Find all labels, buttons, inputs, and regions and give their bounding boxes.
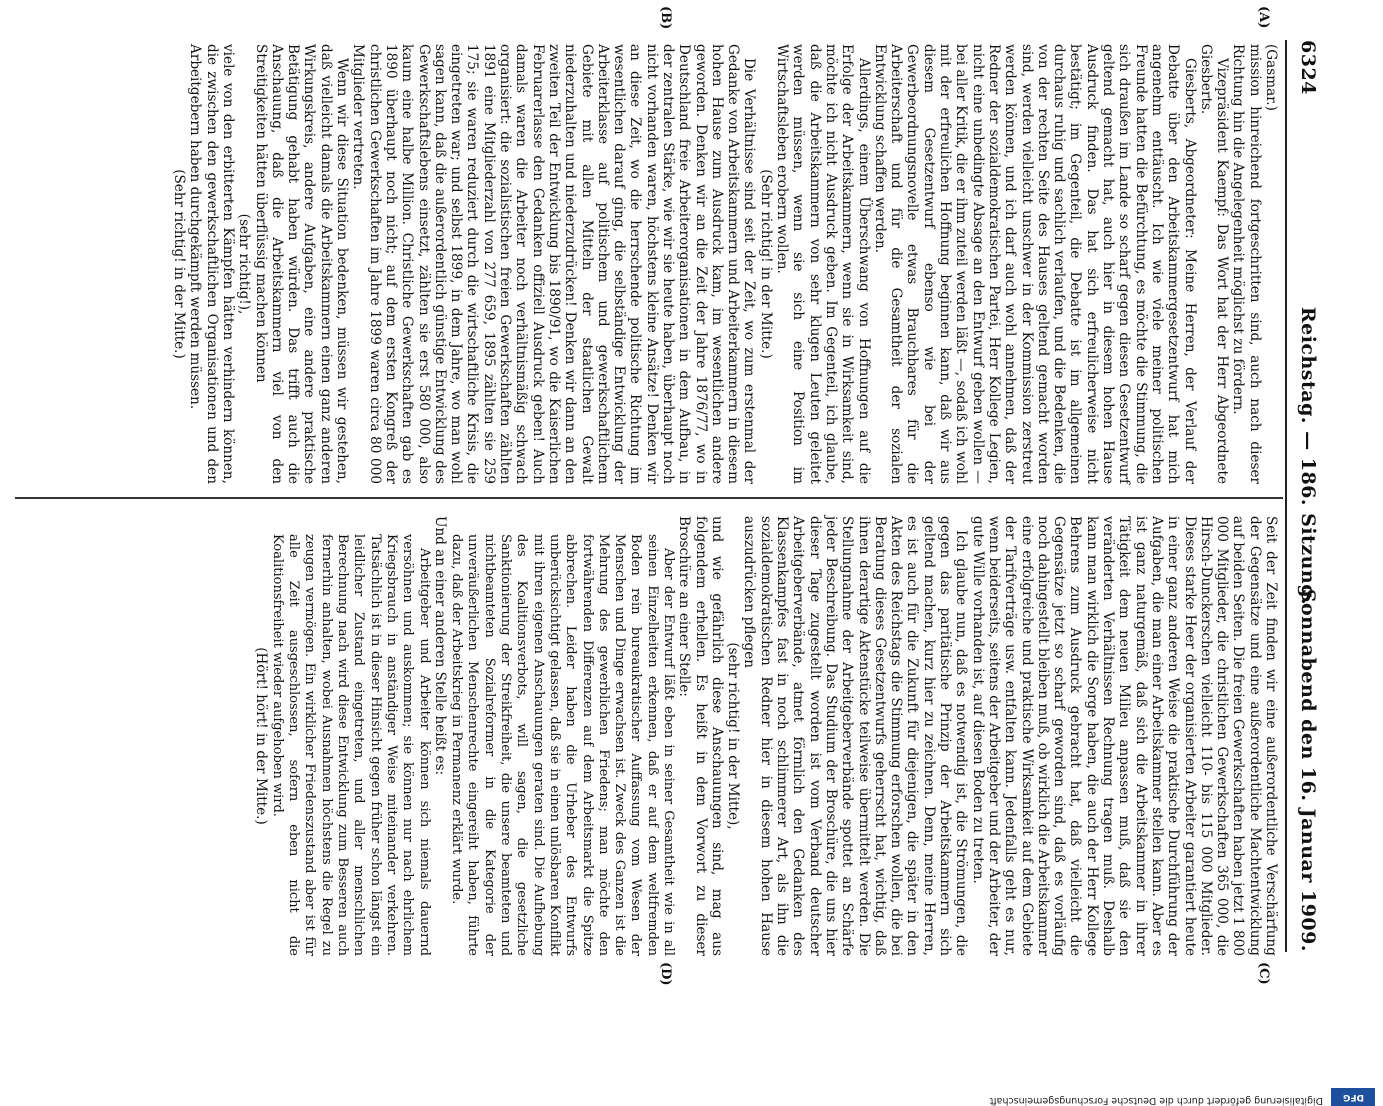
paragraph: (Gasmar.) [1263,44,1279,111]
margin-mark-b: (B) [658,6,673,30]
paragraph: viele von den erbitterten Kämpfen hätten verhindern können, die zwischen den gewerkschaftlichen Organisationen und den Arbeitgebern haben durchgekämpft werden müssen. [187,44,236,484]
digitization-note: Digitalisierung gefördert durch die Deutsche Forschungsgemeinschaft [989,1095,1323,1106]
column-rule [15,497,1283,499]
paragraph: (Sehr richtig! in der Mitte.) [171,169,188,359]
paragraph: Seit der Zeit finden wir eine außerordentliche Verschärfung der Gegensätze und eine außerordentliche Machtentwicklung auf beiden Seiten. Die freien Gewerkschaften haben jetzt 1 800 000 Mitglieder, die christlichen Gewerkschaften 365 000, die Hirsch-Dunckerschen vielleicht 110- bis 115 000 Mitglieder. Dieses starke Heer der organisierten Arbeiter garantiert heute in einer ganz anderen Weise die praktische Durchführung der Aufgaben, die man einer Arbeitskammer stellen kann. Aber es ist ganz naturgemäß, daß sich die Arbeitskammer in ihrer Tätigkeit dem neuen Milieu anpassen muß, daß sie den veränderten Verhältnissen Rechnung tragen muß. Deshalb kann man wirklich die Sorge haben, die auch der Herr Kollege Behrens zum Ausdruck gebracht hat, daß vielleicht die Gegensätze jetzt so scharf geworden sind, daß es vorläufig noch dahingestellt bleiben muß, ob wirklich die Arbeitskammer eine erfolgreiche und praktische Wirksamkeit auf dem Gebiete der Tarifverträge usw. entfalten kann. Jedenfalls geht es nur, wenn beiderseits, seitens der Arbeitgeber und der Arbeiter, der gute Wille vorhanden ist, auf diesen Boden zu treten. [969,516,1279,956]
session-title: Reichstag. — 186. Sitzung. [1297,306,1319,606]
paragraph: und wie gefährlich diese Anschauungen sind, mag aus folgendem erhellen. Es heißt in dem Vorwort zu dieser Broschüre an einer Stelle: [676,516,725,956]
paragraph: Und an einer anderen Stelle heißt es: [431,516,448,776]
left-column [171,44,1279,484]
paragraph: Ich glaube nun, daß es notwendig ist, die Strömungen, die gegen das paritätische Prinzip der Arbeitskammern sich geltend machen, kurz hier zu zeichnen. Denn, meine Herren, es ist auch für die Zukunft für diejenigen, die später in den Akten des Reichstags die Stimmung erforschen wollen, die bei Beratung dieses Gesetzentwurfs geherrscht hat, wichtig, daß ihnen derartige Aktenstücke teilweise übermittelt werden. Die Stellungnahme der Arbeitgeberverbände spottet an Schärfe jeder Beschreibung. Das Studium der Broschüre, die uns hier dieser Tage zugestellt worden ist vom Verband deutscher Arbeitgeberverbände, atmet förmlich den Gedanken des Klassenkampfes fast in noch schlimmerer Art, als ihn die sozialdemokratischen Redner hier in diesem hohen Hause auszudrücken pflegen [741,516,970,956]
paragraph: (sehr richtig!), [236,213,253,315]
paragraph: (Hört! hört! in der Mitte.) [252,647,269,825]
paragraph: Die Verhältnisse sind seit der Zeit, wo zum erstenmal der Gedanke von Arbeitskammern und Arbeiterkammern in diesem hohen Hause zum Ausdruck kam, im wesentlichen andere geworden. Denken wir an die Zeit der Jahre 1876/77, wo in Deutschland freie Arbeiterorganisationen in dem Aufbau, in der zentralen Stärke, wie wir sie heute haben, überhaupt noch nicht vorhanden waren, höchstens kleine Ansätze! Denken wir an diese Zeit, wo die herrschende politische Richtung im wesentlichen darauf ging, die selbständige Entwicklung der Arbeiterklasse auf politischem und gewerkschaftlichem Gebiete mit allen Mitteln der staatlichen Gewalt niederzuhalten und niederzudrücken! Denken wir dann an den zweiten Teil der Entwicklung bis 1890/91, wo die Kaiserlichen Februarerlasse den Gedanken offiziell Ausdruck geben! Auch damals waren die Arbeiter noch verhältnismäßig schwach organisiert: die sozialistischen freien Gewerkschaften zählten 1891 eine Mitgliederzahl von 277 659, 1895 zählten sie 259 175; sie waren reduziert durch die wirtschaftliche Krisis, die eingetreten war; und selbst 1899, in dem Jahre, wo man wohl sagen kann, daß die außerordentlich günstige Entwicklung des Gewerkschaftslebens einsetzt, zählten sie erst 580 000, also kaum eine halbe Million. Christliche Gewerkschaften gab es 1890 überhaupt noch nicht; auf dem ersten Kongreß der christlichen Gewerkschaften im Jahre 1899 waren circa 80 000 Mitglieder vertreten. [350,44,758,484]
session-date: Sonnabend den 16. Januar 1909. [1297,588,1319,952]
paragraph: Vizepräsident Kaempf: Das Wort hat der Herr Abgeordnete Giesberts. [1197,44,1231,484]
paragraph: Wenn wir diese Situation bedenken, müssen wir gestehen, daß vielleicht damals die Arbeitskammern einen ganz anderen Wirkungskreis, andere Aufgaben, eine andere praktische Betätigung gehabt haben würden. Das trifft auch die Anschauung, daß die Arbeitskammern viel von den Streitigkeiten hätten überflüssig machen können [252,44,351,484]
margin-mark-c: (C) [1256,962,1271,985]
page-number: 6324 [1297,40,1319,95]
paragraph: Arbeitgeber und Arbeiter können sich niemals dauernd versöhnen und auskommen; sie können nur nach ehrlichem Kriegsbrauch in anständiger Weise miteinander verkehren. Tatsächlich ist in dieser Hinsicht gegen früher schon längst ein leidlicher Zustand eingetreten, und aller menschlichen Berechnung nach wird diese Entwicklung zum Besseren auch fernerhin anhalten, wobei Ausnahmen höchstens die Regel zu zeugen vermögen. Ein wirklicher Friedenszustand aber ist für alle Zeit ausgeschlossen, sofern eben nicht die Koalitionsfreiheit wieder aufgehoben wird. [269,534,432,956]
header-rule [1285,40,1287,952]
paragraph: Aber der Entwurf läßt eben in seiner Gesamtheit wie in all seinen Einzelheiten erkennen, daß er auf dem weltfremden Boden rein bureaukratischer Auffassung vom Wesen der Menschen und Dinge erwachsen ist. Zweck des Ganzen ist die Mehrung des gewerblichen Friedens; man möchte den fortwährenden Differenzen auf dem Arbeitsmarkt die Spitze abbrechen. Leider haben die Urheber des Entwurfs unberücksichtigt gelassen, daß sie in einen unlösbaren Konflikt mit ihren eigenen Anschauungen geraten sind. Die Aufhebung des Koalitionsverbots, will sagen, die gesetzliche Sanktionierung der Streikfreiheit, die unsere beamteten und nichtbeamteten Sozialreformer in die Kategorie der unveräußerlichen Menschenrechte eingereiht haben, führte dazu, daß der Arbeitskrieg in Permanenz erklärt wurde. [449,534,677,956]
paragraph: Giesberts, Abgeordneter: Meine Herren, der Verlauf der Debatte über den Arbeitskammergesetzentwurf hat mich angenehm enttäuscht. Ich wie viele meiner politischen Freunde hatten die Befürchtung, es möchte die Stimmung, die sich draußen im Lande so scharf gegen diesen Gesetzentwurf geltend gemacht hat, auch hier in diesem hohen Hause Ausdruck finden. Das hat sich erfreulicherweise nicht bestätigt; im Gegenteil, die Debatte ist im allgemeinen durchaus ruhig und sachlich verlaufen, und die Bedenken, die von der rechten Seite des Hauses geltend gemacht worden sind, werden vielleicht unschwer in der Kommission zerstreut werden können, und ich darf auch wohl annehmen, daß der Redner der sozialdemokratischen Partei, Herr Kollege Legien, nicht eine unbedingte Absage an den Entwurf geben wollen — bei aller Kritik, die er ihm zuteil werden läßt —, sodaß ich wohl mit der erfreulichen Hoffnung beginnen kann, daß wir aus diesem Gesetzentwurf ebenso wie bei der Gewerbeordnungsnovelle etwas Brauchbares für die Arbeiterschaft und für die Gesamtheit der sozialen Entwicklung schaffen werden. [871,44,1198,484]
running-header [1291,40,1325,952]
right-column [252,516,1279,956]
paragraph: (sehr richtig! in der Mitte), [725,642,742,830]
dfg-logo-badge: DFG [1331,1088,1375,1106]
paragraph: (Sehr richtig! in der Mitte.) [757,169,774,359]
paragraph: mission hinreichend fortgeschritten sind, auch nach dieser Richtung hin die Angelegenheit möglichst zu fördern. [1230,44,1263,484]
margin-mark-a: (A) [1256,6,1271,29]
margin-mark-d: (D) [658,962,673,986]
paragraph: Allerdings, einem Überschwang von Hoffnungen auf die Erfolge der Arbeitskammern, wenn sie in Wirksamkeit sind, möchte ich nicht Ausdruck geben. Im Gegenteil, ich glaube, daß die Arbeitskammern von sehr klugen Leuten geleitet werden müssen, wenn sie sich eine Position im Wirtschaftsleben erobern wollen. [774,44,872,484]
